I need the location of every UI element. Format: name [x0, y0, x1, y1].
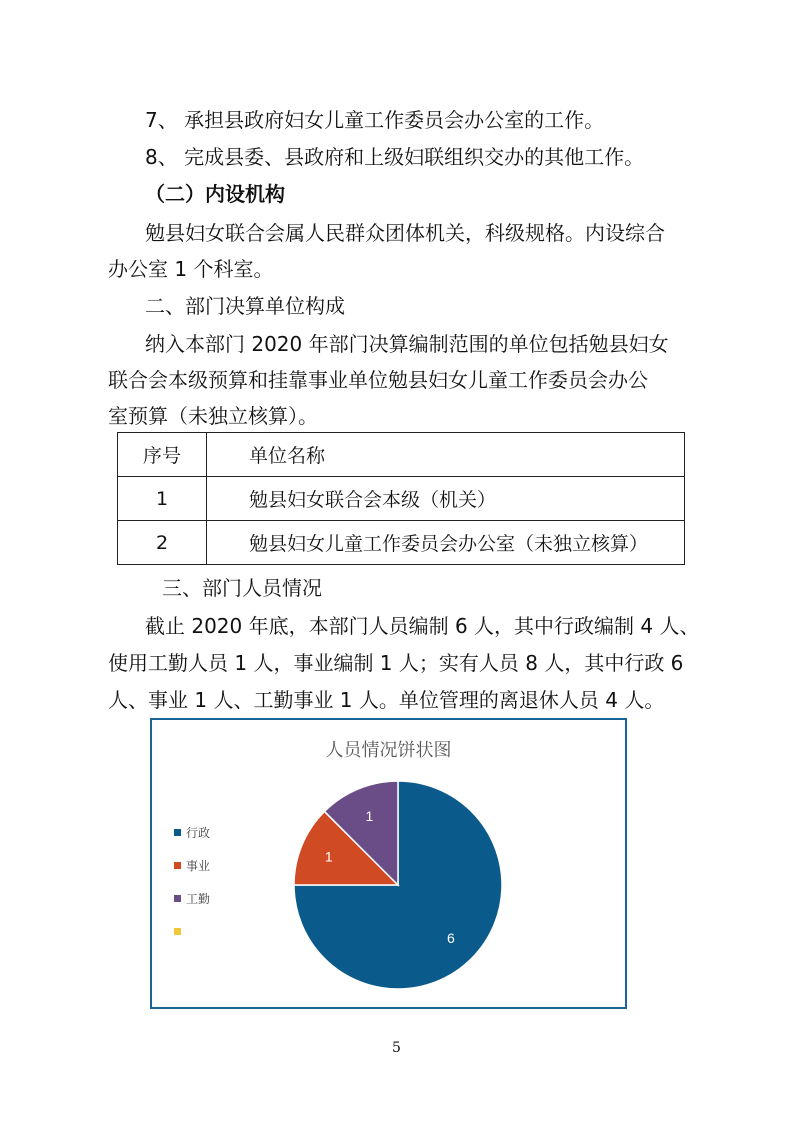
paragraph-staff-line-3: 人、事业 1 人、工勤事业 1 人。单位管理的离退休人员 4 人。 — [108, 688, 665, 712]
heading-unit-composition: 二、部门决算单位构成 — [145, 294, 345, 318]
paragraph-internal-line-2: 办公室 1 个科室。 — [108, 257, 274, 281]
table-cell: 1 — [118, 477, 207, 521]
legend-label: 工勤 — [186, 892, 211, 906]
table-cell: 勉县妇女儿童工作委员会办公室（未独立核算） — [207, 521, 685, 565]
table-row — [118, 477, 685, 521]
paragraph-units-line-2: 联合会本级预算和挂靠事业单位勉县妇女儿童工作委员会办公 — [108, 368, 648, 392]
chart-title: 人员情况饼状图 — [325, 740, 452, 761]
staff-pie-chart — [150, 718, 627, 1009]
page-number: 5 — [392, 1040, 401, 1056]
table-header-cell: 序号 — [118, 433, 207, 477]
pie-plot-area — [152, 720, 625, 1007]
pie-data-label: 1 — [324, 848, 333, 865]
heading-staff-situation: 三、部门人员情况 — [162, 576, 322, 600]
table-header-cell: 单位名称 — [207, 433, 685, 477]
paragraph-units-line-1: 纳入本部门 2020 年部门决算编制范围的单位包括勉县妇女 — [145, 332, 669, 356]
legend-label: 事业 — [186, 859, 211, 873]
heading-internal-structure: （二）内设机构 — [145, 182, 285, 206]
paragraph-item-7: 7、 承担县政府妇女儿童工作委员会办公室的工作。 — [145, 108, 605, 132]
paragraph-staff-line-2: 使用工勤人员 1 人，事业编制 1 人；实有人员 8 人，其中行政 6 — [108, 651, 684, 675]
pie-data-label: 1 — [365, 807, 374, 824]
paragraph-units-line-3: 室预算（未独立核算）。 — [108, 404, 318, 428]
paragraph-item-8: 8、 完成县委、县政府和上级妇联组织交办的其他工作。 — [145, 145, 645, 169]
table-cell: 2 — [118, 521, 207, 565]
table-cell: 勉县妇女联合会本级（机关） — [207, 477, 685, 521]
paragraph-staff-line-1: 截止 2020 年底，本部门人员编制 6 人，其中行政编制 4 人、 — [145, 614, 700, 638]
legend-label: 行政 — [186, 826, 211, 840]
paragraph-internal-line-1: 勉县妇女联合会属人民群众团体机关，科级规格。内设综合 — [145, 221, 665, 245]
unit-table — [117, 432, 685, 565]
table-header-row — [118, 433, 685, 477]
table-row — [118, 521, 685, 565]
pie-data-label: 6 — [447, 929, 455, 946]
